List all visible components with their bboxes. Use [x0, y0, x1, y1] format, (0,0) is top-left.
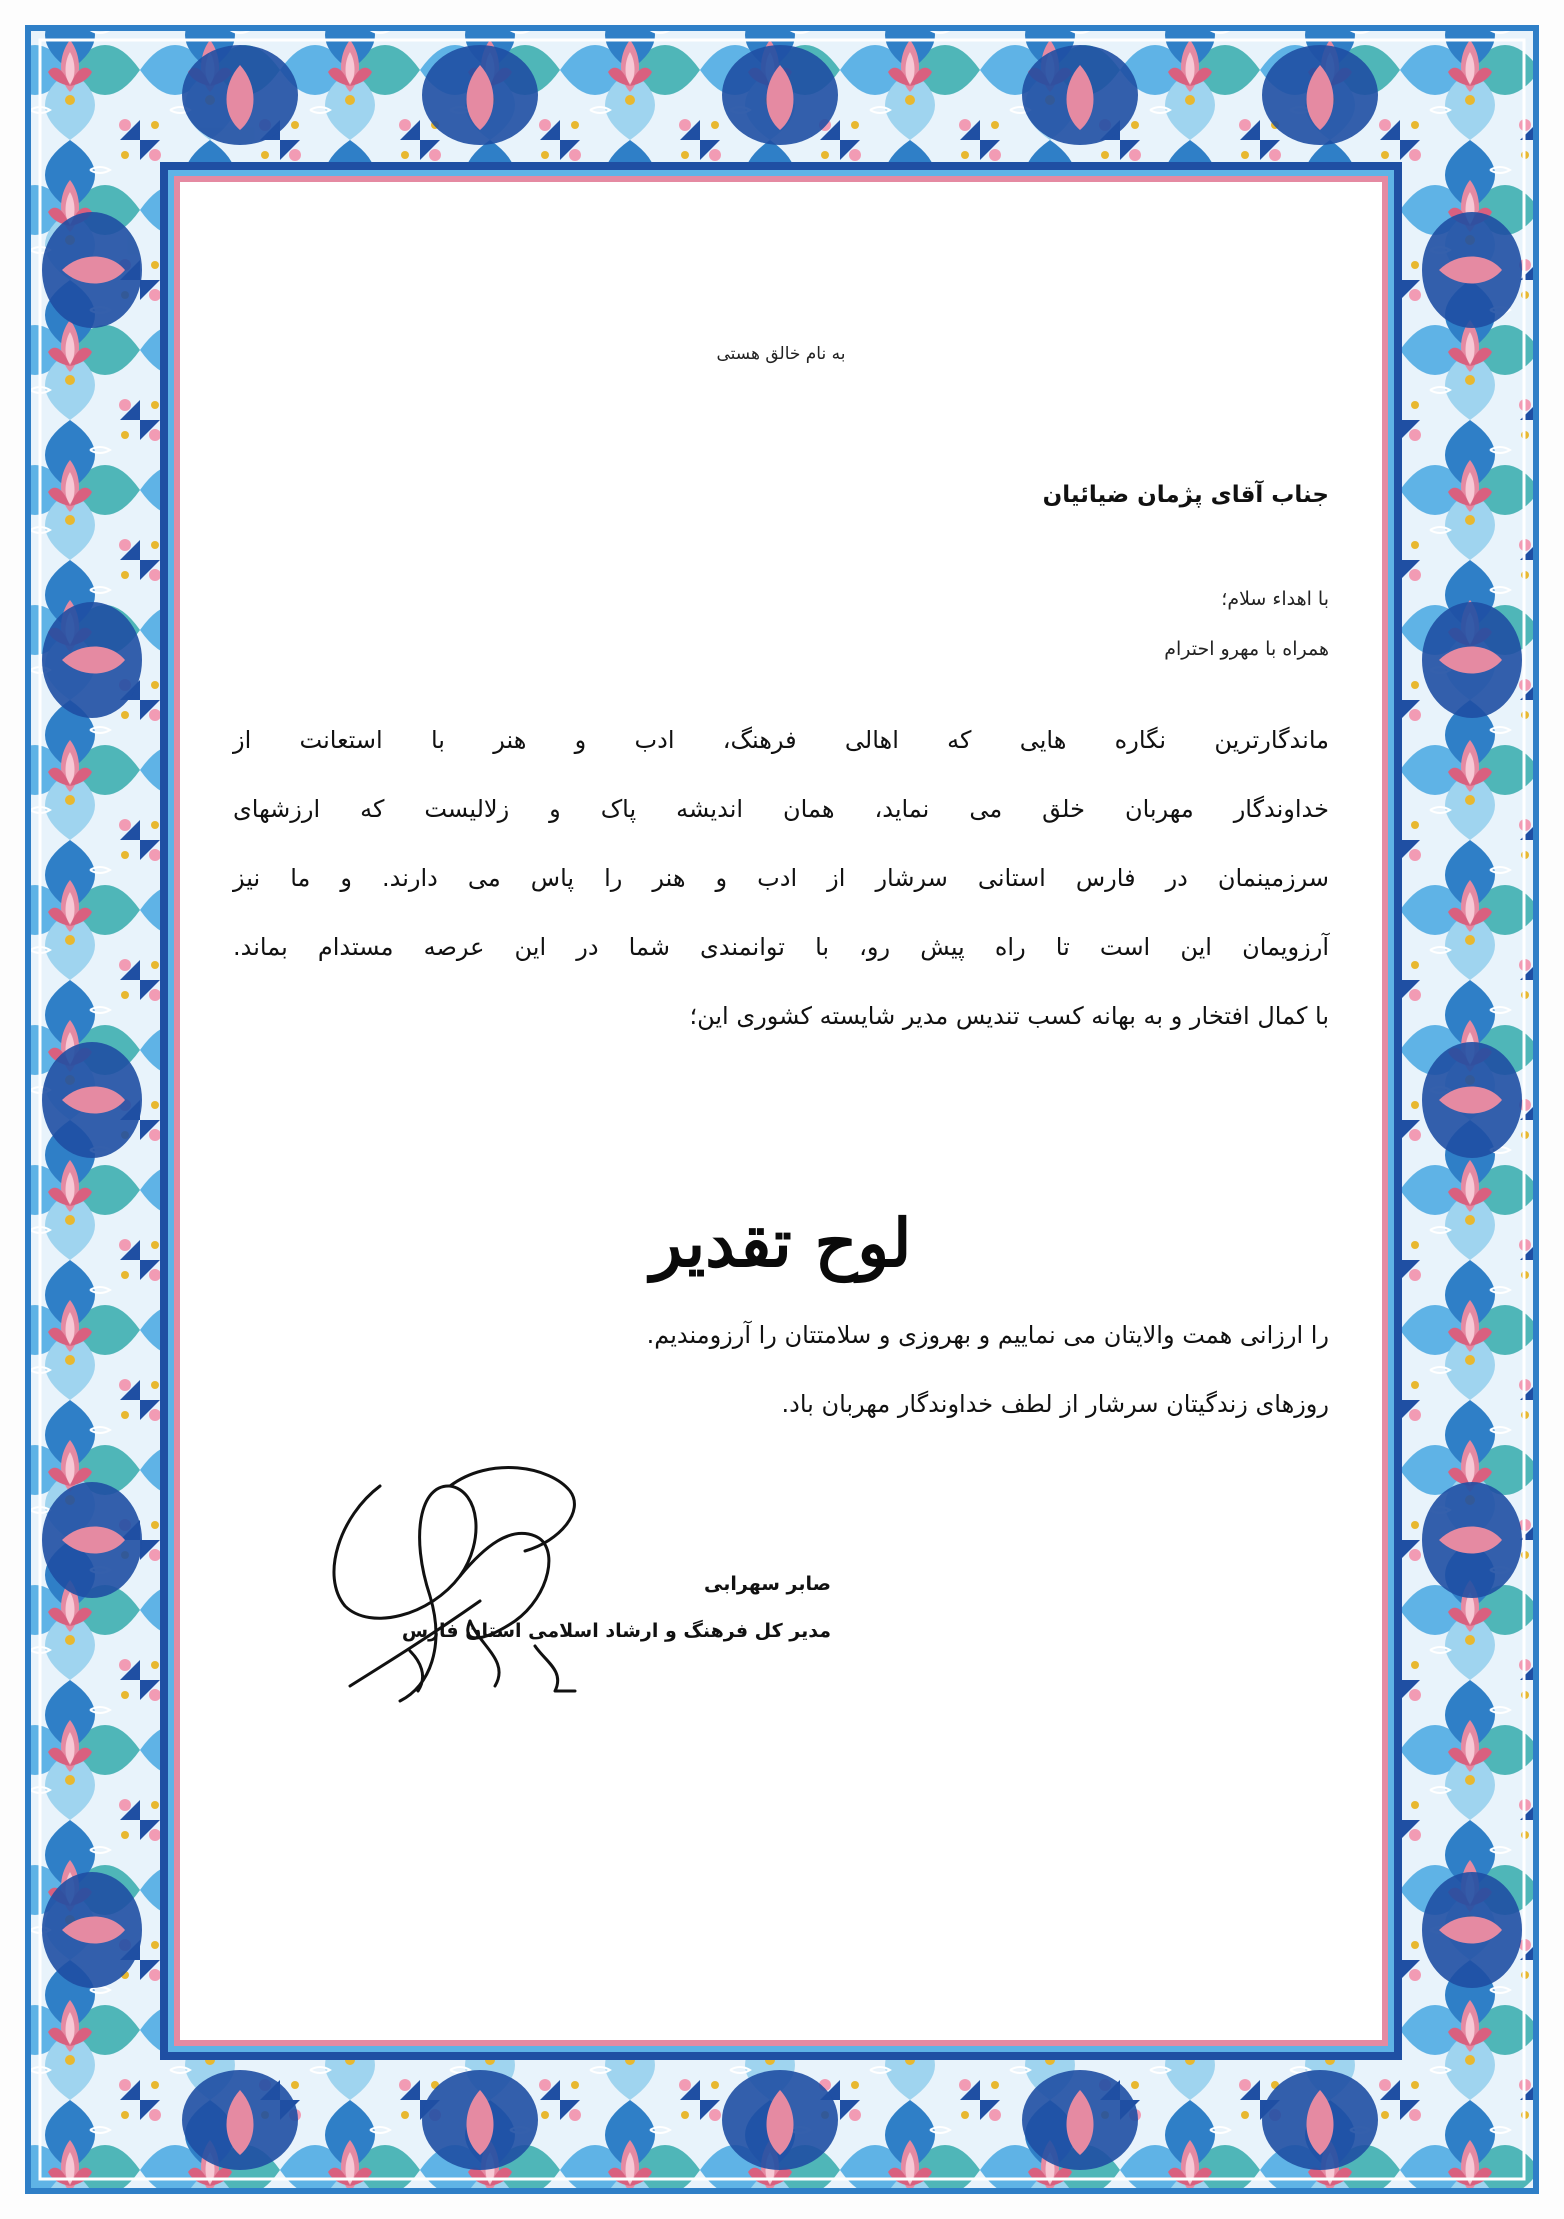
body-line: خداوندگار مهربان خلق می نماید، همان اندیشه پاک و زلالیست که ارزشهای [233, 795, 1329, 823]
signer-title: مدیر کل فرهنگ و ارشاد اسلامی استان فارس [401, 1620, 831, 1642]
greeting-line: همراه با مهرو احترام [1164, 638, 1329, 660]
closing-line: روزهای زندگیتان سرشار از لطف خداوندگار مهربان باد. [781, 1390, 1329, 1418]
invocation-heading: به نام خالق هستی [716, 344, 846, 364]
award-title: لوح تقدیر [650, 1204, 912, 1282]
body-line: آرزویمان این است تا راه پیش رو، با توانمندی شما در این عرصه مستدام بماند. [233, 933, 1329, 961]
recipient-name: جناب آقای پژمان ضیائیان [1042, 482, 1329, 508]
closing-paragraph [233, 1321, 1329, 1459]
certificate-paper [185, 186, 1377, 2036]
signer-name: صابر سهرابی [704, 1573, 831, 1595]
body-line: سرزمینمان در فارس استانی سرشار از ادب و هنر را پاس می دارند. و ما نیز [233, 864, 1329, 892]
body-line: با کمال افتخار و به بهانه کسب تندیس مدیر شایسته کشوری این؛ [689, 1002, 1329, 1030]
greeting-line: با اهداء سلام؛ [1221, 588, 1329, 610]
handwritten-signature [310, 1446, 640, 1716]
body-paragraph [233, 726, 1329, 1071]
body-line: ماندگارترین نگاره هایی که اهالی فرهنگ، ادب و هنر با استعانت از [233, 726, 1329, 754]
closing-line: را ارزانی همت والایتان می نماییم و بهروزی و سلامتتان را آرزومندیم. [646, 1321, 1329, 1349]
